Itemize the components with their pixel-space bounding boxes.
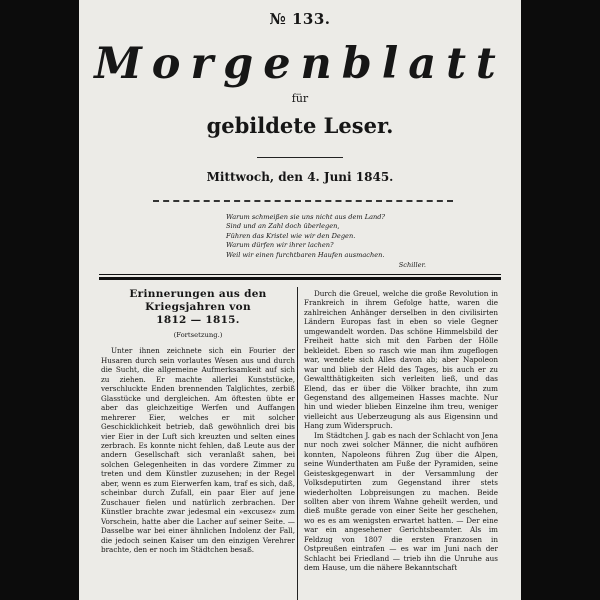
issue-date: Mittwoch, den 4. Juni 1845. (206, 170, 394, 184)
epigraph-line: Warum schmeißen sie uns nicht aus dem Land? (226, 213, 386, 221)
newspaper-page (79, 0, 521, 600)
divider-thick (99, 277, 501, 280)
column-left (101, 288, 295, 553)
epigraph (226, 213, 426, 270)
divider-short (257, 157, 343, 158)
article-paragraph: Unter ihnen zeichnete sich ein Fourier der Husaren durch sein vorlautes Wesen aus und durch die Sucht, die allgemeine Aufmerksamkeit auf sich zu ziehen. Er machte allerlei Kunststücke, verschluckte Enden brennenden Talglichtes, zerbiß Glasstücke und dergleichen. Am öftesten übte er aber das gleichzeitige Werfen und Auffangen mehrerer Eier, welches er mit solcher Geschicklichkeit betrieb, daß gewöhnlich drei bis vier Eier in der Luft sich kreuzten und selten eines zerbrach. Es konnte nicht fehlen, daß Leute aus der andern Gesellschaft sich veranlaßt sahen, bei solchen Gelegenheiten in das vordere Zimmer zu treten und dem Künstler zuzusehen; in der Regel aber, wenn es zum Eierwerfen kam, traf es sich, daß, scheinbar durch Zufall, ein paar Eier auf jene Zuschauer fielen und natürlich zerbrachen. Der Künstler brachte zwar jedesmal ein »excusez« zum Vorschein, hatte aber die Lacher auf seiner Seite. — Dasselbe war bei einer ähnlichen Indolenz der Fall, die jedoch seinen Kaiser um den einzigen Verehrer brachte, den er noch im Städtchen besaß. (101, 346, 295, 553)
epigraph-author: Schiller. (398, 261, 426, 270)
epigraph-line: Warum dürfen wir ihrer lachen? (226, 241, 334, 250)
epigraph-line: Führen das Kristel wie wir den Degen. (226, 231, 356, 240)
column-right (304, 289, 498, 599)
article-title-line: Erinnerungen aus den Kriegsjahren von (129, 288, 267, 313)
continued-note: (Fortsetzung.) (173, 331, 223, 339)
newspaper-subtitle: gebildete Leser. (206, 113, 394, 138)
newspaper-title: Morgenblatt (94, 39, 506, 89)
article-paragraph: Im Städtchen J. gab es nach der Schlacht von Jena nur noch zwei solcher Männer, die nicht aufhören konnten, Napoleons führen Zug über die Alpen, seine Wunderthaten am Fuße der Pyramiden, seine Geisteskgegenwart in der Versammlung der Volksdeputirten zum Gegenstand ihrer stets wiederholten Lobpreisungen zu machen. Beide sollten aber von ihrem Wahne geheilt werden, und dieß mußte gerade von einer Seite her geschehen, wo es es am wenigsten erwartet hatten. — Der eine war ein angesehener Gerichtsbeamter. Als im Feldzug von 1807 die ersten Franzosen in Ostpreußen eintrafen — es war im Juni nach der Schlacht bei Friedland — trieb ihn die Unruhe aus dem Hause, um die nähere Bekanntschaft (304, 430, 498, 573)
epigraph-line: Sind und an Zahl doch überlegen, (226, 222, 340, 231)
issue-number: № 133. (269, 10, 331, 28)
article-title (101, 288, 295, 327)
article-paragraph: Durch die Greuel, welche die große Revolution in Frankreich in ihrem Gefolge hatte, waren die zahlreichen Anhänger derselben in den civilisirten Ländern Europas fast in eben so viele Gegner umgewandelt worden. Das schöne Himmelsbild der Freiheit hatte sich mit den Farben der Hölle bekleidet. Eben so rasch wie man ihm zugeflogen war, wendete sich Alles davon ab; aber Napoleon war und blieb der Held des Tages, bis auch er zu Gewaltthätigkeiten sich verleiten ließ, und das Elend, das er über die Völker brachte, ihn zum Gegenstand des allgemeinen Hasses machte. Nur hin und wieder blieben Einzelne ihm treu, weniger vielleicht aus Ueberzeugung als aus Eigensinn und Hang zum Widerspruch. (304, 289, 498, 431)
epigraph-line: Weil wir einen furchtbaren Haufen ausmachen. (226, 250, 385, 259)
article-title-years: 1812 — 1815. (156, 314, 240, 326)
title-connector: für (291, 92, 309, 105)
column-divider (297, 287, 298, 600)
divider-dashed (153, 200, 453, 202)
divider-thin (99, 274, 501, 275)
